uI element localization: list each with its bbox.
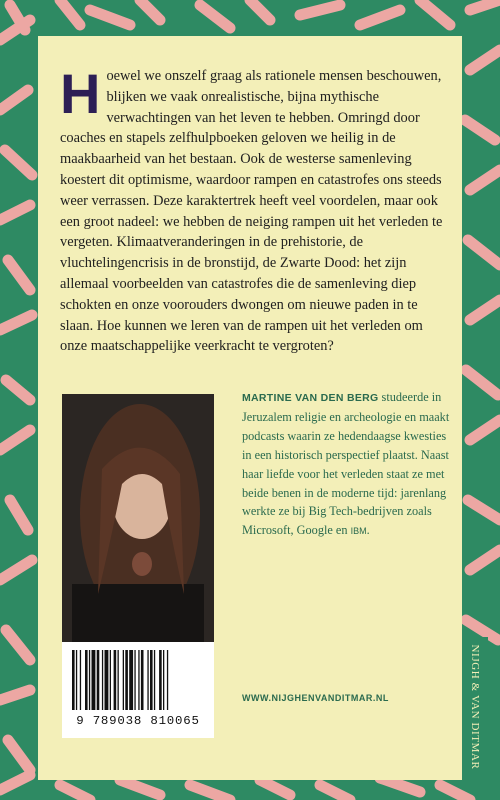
barcode-bar — [97, 650, 100, 710]
barcode-bar — [72, 650, 75, 710]
barcode-bar — [110, 650, 111, 710]
barcode-bar — [138, 650, 139, 710]
barcode-bar — [154, 650, 155, 710]
barcode-bar — [80, 650, 81, 710]
publisher-logo — [462, 637, 488, 777]
barcode — [62, 642, 214, 738]
author-name: MARTINE VAN DEN BERG — [242, 392, 379, 404]
barcode-bar — [167, 650, 168, 710]
barcode-bar — [89, 650, 90, 710]
publisher-website: WWW.NIJGHENVANDITMAR.NL — [242, 693, 389, 703]
barcode-bar — [92, 650, 96, 710]
barcode-bar — [163, 650, 164, 710]
author-bio — [242, 388, 454, 541]
barcode-bar — [118, 650, 119, 710]
barcode-bars — [72, 650, 204, 710]
barcode-bar — [141, 650, 144, 710]
barcode-bar — [159, 650, 162, 710]
blurb-text — [60, 62, 446, 357]
isbn-number: 9 789038 810065 — [76, 714, 200, 728]
barcode-bar — [105, 650, 109, 710]
publisher-logo-text: NIJGH & VAN DITMAR — [469, 644, 481, 770]
barcode-bar — [102, 650, 103, 710]
barcode-bar — [125, 650, 128, 710]
barcode-bar — [150, 650, 153, 710]
drop-cap: H — [60, 62, 101, 125]
author-bio-text: studeerde in Jeruzalem religie en archeologie en maakt podcasts waarin ze hedendaagse kwesties in een historisch perspectief plaatst. Naast haar liefde voor het verleden staat ze met beide benen in de moderne tijd: jarenlang werkte ze bij Big Tech-bedrijven zoals Microsoft, Google en — [242, 390, 450, 538]
barcode-bar — [129, 650, 133, 710]
blurb-body: oewel we onszelf graag als rationele mensen beschouwen, blijken we vaak onrealistische, bijna mythische verwachtingen van het leven te hebben. Omringd door coaches en stapels zelfhulpboeken geloven we heilig in de maakbaarheid van het bestaan. Ook de westerse samenleving koestert dit optimisme, waardoor rampen en catastrofes ons steeds weer verrassen. Deze karaktertrek heeft veel voordelen, maar ook een groot nadeel: we hebben de neiging rampen uit het verleden te vergeten. Klimaatveranderingen in de prehistorie, de vluchtelingencrisis in de bronstijd, de Zwarte Dood: het zijn allemaal voorbeelden van catastrofes die de samenleving diep schokten en onze voorouders dwongen om nieuwe paden in te slaan. Hoe kunnen we leren van de rampen uit het verleden om onze maatschappelijke veerkracht te vergroten? — [60, 68, 443, 355]
barcode-bar — [76, 650, 77, 710]
author-photo — [62, 394, 214, 652]
barcode-bar — [134, 650, 135, 710]
barcode-bar — [114, 650, 117, 710]
author-photo-illustration — [62, 394, 214, 652]
author-bio-period: . — [366, 523, 370, 538]
barcode-bar — [147, 650, 148, 710]
back-cover-panel — [38, 36, 462, 780]
barcode-bar — [123, 650, 124, 710]
barcode-bar — [85, 650, 88, 710]
author-bio-end: IBM — [350, 526, 367, 537]
